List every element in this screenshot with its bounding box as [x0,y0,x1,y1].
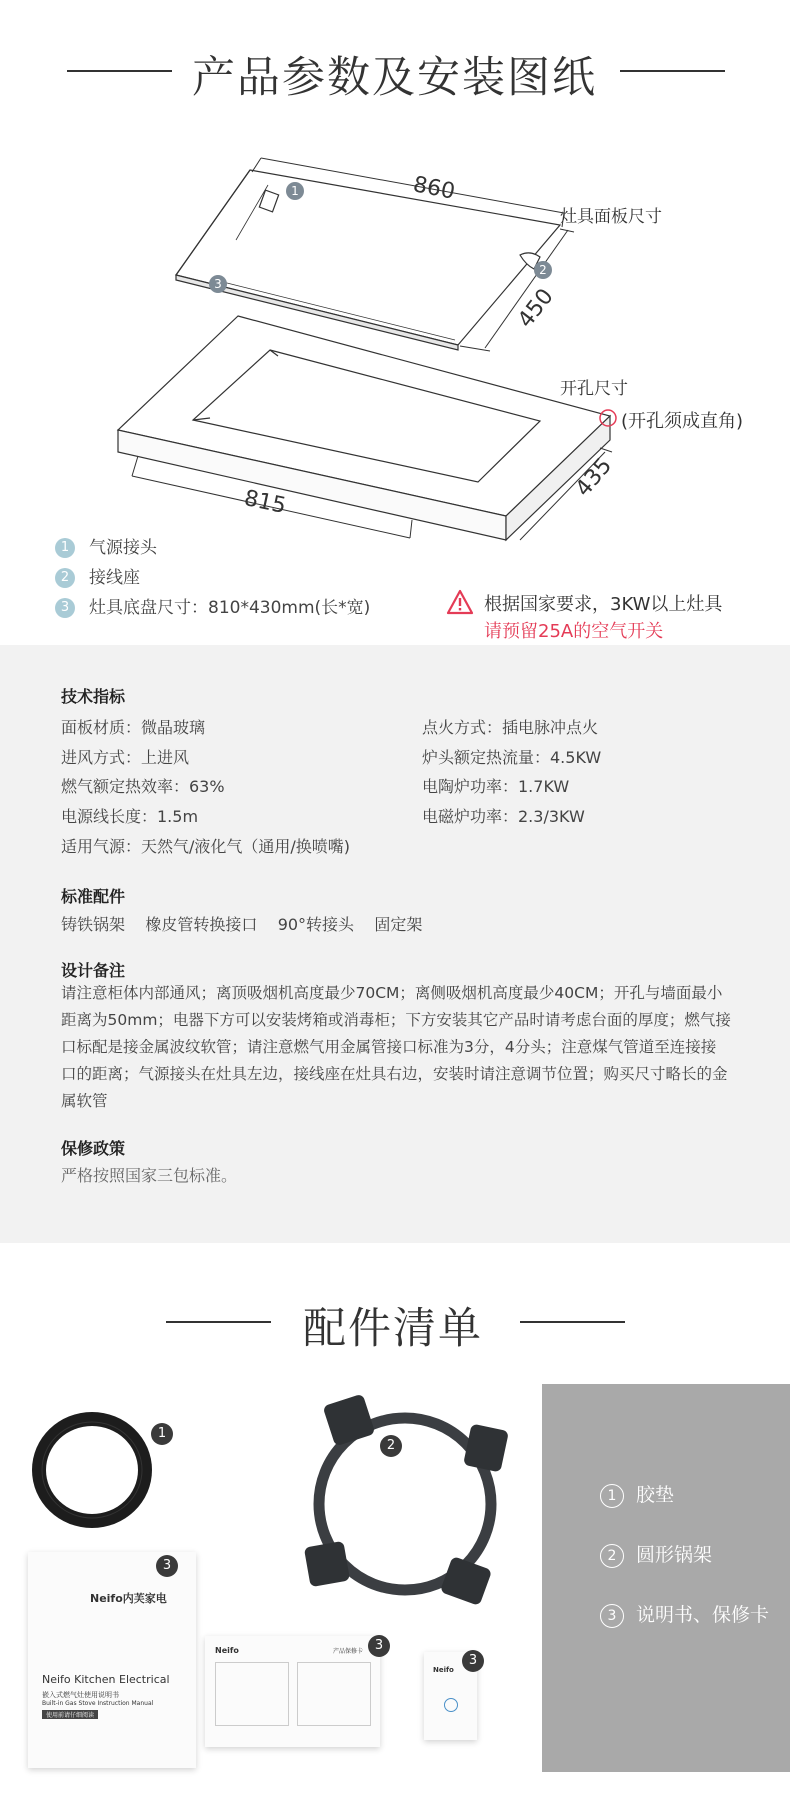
panel-depth-dim: 450 [513,284,559,333]
parts-item-gasket [600,1480,674,1508]
warranty-card-image [205,1636,380,1747]
manual-subtitle-en: Built-in Gas Stove Instruction Manual [42,1700,154,1707]
manual-subtitle: 嵌入式燃气灶使用说明书 [42,1691,119,1699]
section-title-params: 产品参数及安装图纸 [192,53,597,103]
manual-tag: 使用前请仔细阅读 [42,1710,98,1719]
std-accessories-text: 铸铁锅架 橡皮管转换接口 90°转接头 固定架 [61,915,423,934]
part-badge-3: 3 [368,1635,390,1657]
legend-text: 灶具底盘尺寸：810*430mm(长*宽) [89,598,371,618]
part-badge-1: 1 [151,1423,173,1445]
legend-item-terminal [55,563,140,588]
card-table [297,1662,371,1726]
warning-icon [446,589,474,615]
spec-right-1: 炉头额定热流量：4.5KW [422,748,602,767]
warning-line1: 根据国家要求，3KW以上灶具 [484,594,723,615]
manual-brand: Neifo内芙家电 [90,1592,167,1605]
part-badge-2: 2 [380,1435,402,1457]
countertop [118,316,610,540]
cutout-depth-dim: 435 [570,453,618,502]
marker-3: 3 [209,275,227,293]
part-badge-3: 3 [462,1650,484,1672]
parts-text: 说明书、保修卡 [636,1604,770,1626]
std-accessories-title: 标准配件 [61,887,126,906]
header-rule-right [520,1321,625,1323]
corner-note: (开孔须成直角) [621,411,744,432]
card-brand: Neifo [215,1646,239,1655]
legend-num: 1 [55,538,75,558]
spec-left-1: 进风方式：上进风 [61,748,190,767]
parts-item-pan-support [600,1540,712,1568]
design-notes-title: 设计备注 [61,961,126,980]
section-title-parts: 配件清单 [303,1304,483,1354]
cert-brand: Neifo [433,1666,454,1674]
parts-num: 1 [600,1484,624,1508]
parts-text: 圆形锅架 [636,1544,713,1566]
cert-seal-icon [444,1698,458,1712]
part-badge-3: 3 [156,1555,178,1577]
parts-legend-panel [542,1384,790,1772]
warranty-text: 严格按照国家三包标准。 [61,1166,238,1185]
cutout-size-label: 开孔尺寸 [560,379,628,399]
spec-left-2: 燃气额定热效率：63% [61,777,225,796]
manual-title: Neifo Kitchen Electrical [42,1673,170,1686]
parts-num: 3 [600,1604,624,1628]
spec-right-0: 点火方式：插电脉冲点火 [422,718,599,737]
card-title: 产品保修卡 [333,1648,364,1655]
spec-right-3: 电磁炉功率：2.3/3KW [422,807,585,826]
header-rule-left [166,1321,271,1323]
panel-size-label: 灶具面板尺寸 [560,207,662,227]
card-table [215,1662,289,1726]
cutout-dim-lines [132,410,616,540]
spec-left-3: 电源线长度：1.5m [61,807,199,826]
pan-support-image [295,1392,515,1614]
marker-2: 2 [534,261,552,279]
marker-1: 1 [286,182,304,200]
legend-item-chassis [55,593,370,618]
instruction-manual-image [28,1552,196,1768]
warning-line2: 请预留25A的空气开关 [484,621,664,642]
parts-item-manual [600,1600,769,1628]
parts-num: 2 [600,1544,624,1568]
panel-width-dim: 860 [411,172,457,205]
cutout-width-dim: 815 [241,485,289,520]
legend-text: 接线座 [89,568,140,588]
parts-text: 胶垫 [636,1484,675,1506]
tech-specs-title: 技术指标 [61,687,126,706]
legend-text: 气源接头 [89,538,157,558]
spec-left-0: 面板材质：微晶玻璃 [61,718,206,737]
design-notes-text: 请注意柜体内部通风；离顶吸烟机高度最少70CM；离侧吸烟机高度最少40CM；开孔与墙面最小距离为50mm；电器下方可以安装烤箱或消毒柜；下方安装其它产品时请考虑台面的厚度；燃气接口标配是接金属波纹软管；请注意燃气用金属管接口标准为3分，4分头；注意煤气管道至连接接口的距离；气源接头在灶具左边，接线座在灶具右边，安装时请注意调节位置；购买尺寸略长的金属软管 [61,984,731,1110]
legend-item-gas-inlet [55,533,157,558]
legend-num: 2 [55,568,75,588]
installation-diagram [0,0,790,560]
spec-left-4: 适用气源：天然气/液化气（通用/换喷嘴) [61,837,351,856]
warranty-title: 保修政策 [61,1139,126,1158]
spec-right-2: 电陶炉功率：1.7KW [422,777,570,796]
legend-num: 3 [55,598,75,618]
gasket-roll-image [25,1404,160,1534]
